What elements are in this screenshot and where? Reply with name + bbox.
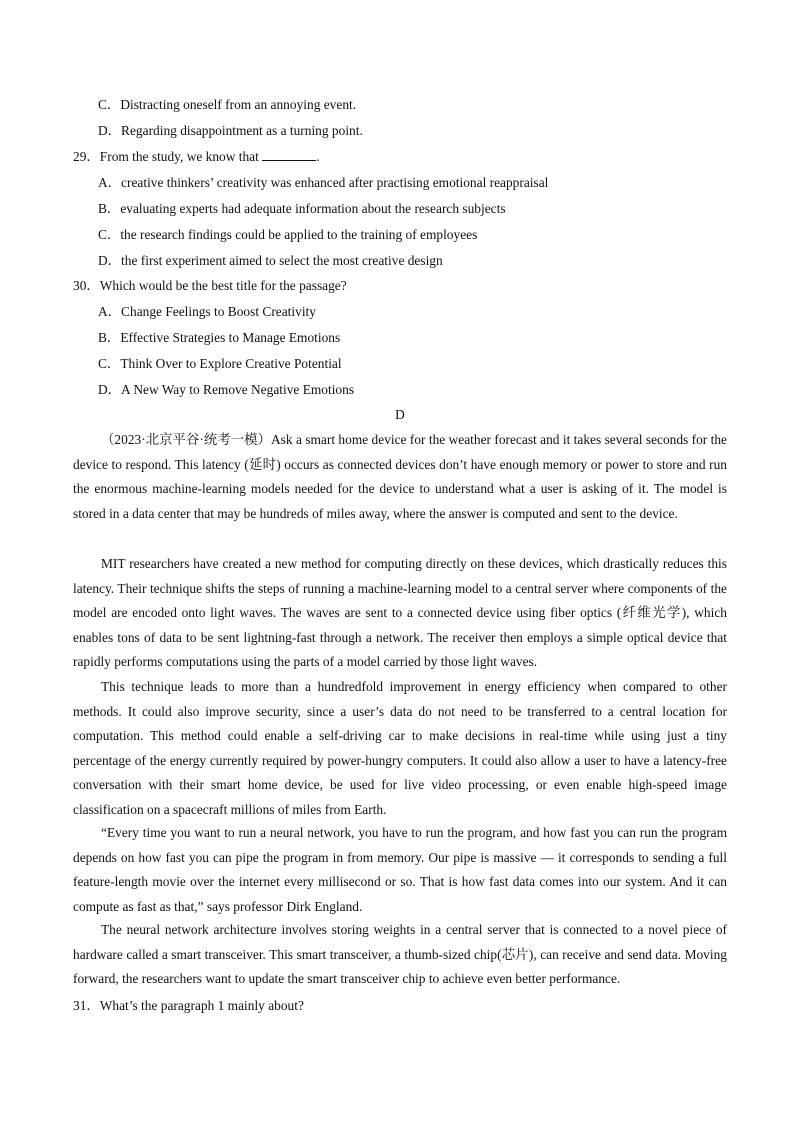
q28-option-d: D．Regarding disappointment as a turning point. bbox=[98, 123, 363, 138]
q29-stem-text: 29．From the study, we know that bbox=[73, 149, 263, 164]
q30-option-c: C．Think Over to Explore Creative Potential bbox=[98, 356, 342, 371]
passage-paragraph-1: （2023·北京平谷·统考一模）Ask a smart home device for the weather forecast and it takes several seconds for the device to respond. This latency (延时) occurs as connected devices don’t have enough memory or power to store and run the enormous machine-learning models needed for the device to understand what a user is asking of it. The model is stored in a data center that may be hundreds of miles away, where the answer is computed and sent to the device. bbox=[73, 432, 727, 521]
passage-letter: D bbox=[395, 407, 405, 422]
q30-option-b: B．Effective Strategies to Manage Emotions bbox=[98, 330, 341, 345]
q28-option-c: C．Distracting oneself from an annoying event. bbox=[98, 97, 357, 112]
q29-option-d: D．the first experiment aimed to select the most creative design bbox=[98, 253, 443, 268]
q29-option-b: B．evaluating experts had adequate information about the research subjects bbox=[98, 201, 506, 216]
q29-option-c: C．the research findings could be applied to the training of employees bbox=[98, 227, 478, 242]
answer-blank bbox=[262, 148, 316, 161]
passage-paragraph-3: This technique leads to more than a hundredfold improvement in energy efficiency when compared to other methods. It could also improve security, since a user’s data do not need to be transferred to a central location for computation. This method could enable a self-driving car to make decisions in real-time while using just a tiny percentage of the energy currently required by power-hungry computers. It could also allow a user to have a latency-free conversation with their smart home device, be used for live video processing, or even enable high-speed image classification on a spacecraft millions of miles from Earth. bbox=[73, 679, 727, 817]
q31-stem: 31．What’s the paragraph 1 mainly about? bbox=[73, 998, 304, 1013]
q30-option-a: A．Change Feelings to Boost Creativity bbox=[98, 304, 316, 319]
passage-paragraph-5: The neural network architecture involves storing weights in a central server that is connected to a novel piece of hardware called a smart transceiver. This smart transceiver, a thumb-sized chip(芯片), can receive and send data. Moving forward, the researchers want to update the smart transceiver chip to achieve even better performance. bbox=[73, 922, 727, 987]
q29-stem-end: . bbox=[316, 149, 320, 164]
q30-option-d: D．A New Way to Remove Negative Emotions bbox=[98, 382, 355, 397]
passage-paragraph-4: “Every time you want to run a neural network, you have to run the program, and how fast you can run the program depends on how fast you can pipe the program in from memory. Our pipe is massive — it corresponds to sending a full feature-length movie over the internet every millisecond or so. That is how fast data comes into our system. And it can compute as fast as that,” says professor Dirk England. bbox=[73, 825, 727, 914]
q29-stem bbox=[73, 148, 800, 166]
q30-stem: 30．Which would be the best title for the passage? bbox=[73, 278, 347, 293]
q29-option-a: A．creative thinkers’ creativity was enhanced after practising emotional reappraisal bbox=[98, 175, 549, 190]
passage-paragraph-2: MIT researchers have created a new method for computing directly on these devices, which drastically reduces this latency. Their technique shifts the steps of running a machine-learning model to a central server where components of the model are encoded onto light waves. The waves are sent to a connected device using fiber optics (纤维光学), which enables tons of data to be sent lightning-fast through a network. The receiver then employs a simple optical device that rapidly performs computations using the parts of a model carried by those light waves. bbox=[73, 556, 727, 670]
